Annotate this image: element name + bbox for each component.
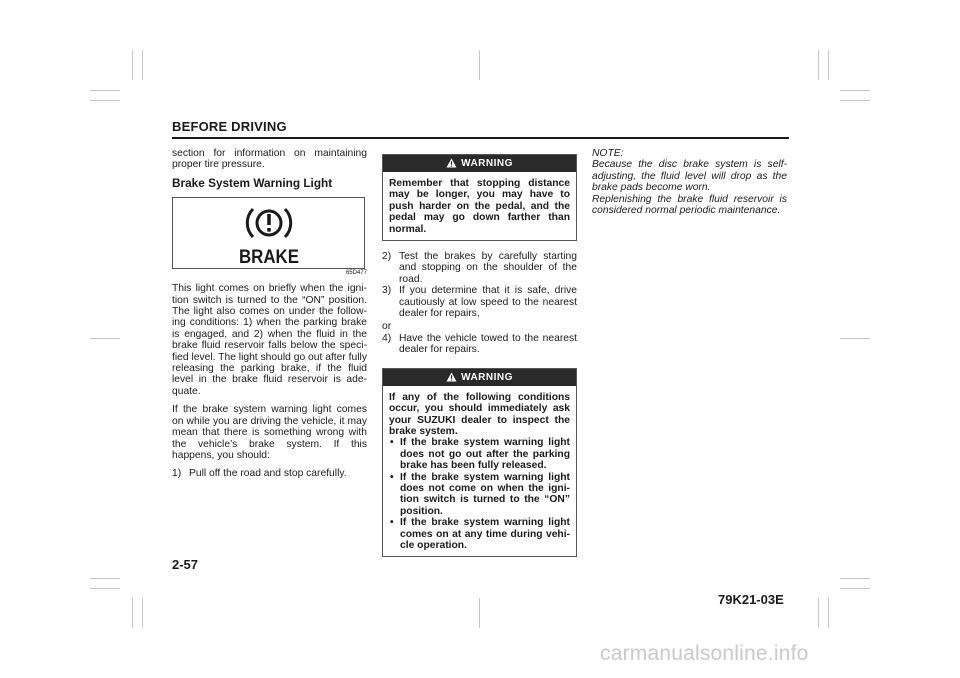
note-label: NOTE: xyxy=(592,148,624,159)
crop-mark xyxy=(132,50,133,80)
step-item xyxy=(382,285,577,319)
step-list xyxy=(382,333,577,356)
warning-label: WARNING xyxy=(461,371,513,383)
note-text: Replenishing the brake fluid reservoir is considered normal periodic maintenance. xyxy=(592,193,787,217)
crop-mark xyxy=(142,50,143,80)
warning-bullet: • If the brake system warning light does not come on when the igni-tion switch is turned to the “ON” position. xyxy=(389,472,570,518)
warning-header xyxy=(383,155,576,172)
crop-mark xyxy=(840,578,870,579)
body-paragraph: This light comes on briefly when the igni-tion switch is turned to the “ON” position. The light also comes on under the follow-ing conditions: 1) when the parking brake is engaged, and 2) when the fluid in the brake fluid reservoir falls below the speci-fied level. The light should go out after fully releasing the parking brake, if the fluid level in the brake fluid reservoir is ade-quate. xyxy=(172,283,367,397)
step-item xyxy=(382,251,577,285)
brake-label: BRAKE xyxy=(238,247,299,266)
crop-mark xyxy=(840,90,870,91)
watermark: carmanualsonline.info xyxy=(600,642,809,665)
note-text: Because the disc brake system is self-adjusting, the fluid level will drop as the brake pads become worn. xyxy=(592,159,787,194)
warning-label: WARNING xyxy=(461,158,513,169)
crop-mark xyxy=(840,100,870,101)
note-block xyxy=(592,148,787,216)
step-text: Pull off the road and stop carefully. xyxy=(189,468,347,480)
figure-code: 65D477 xyxy=(345,270,367,277)
step-number: 3) xyxy=(382,285,392,297)
warning-triangle-icon xyxy=(446,158,457,168)
document-code: 79K21-03E xyxy=(718,592,784,607)
crop-mark xyxy=(479,598,480,628)
crop-mark xyxy=(90,100,120,101)
or-connector: or xyxy=(382,321,392,333)
crop-mark xyxy=(818,50,819,80)
crop-mark xyxy=(142,598,143,628)
crop-mark xyxy=(840,338,870,339)
step-number: 2) xyxy=(382,251,392,263)
step-item xyxy=(382,333,577,356)
crop-mark xyxy=(90,588,120,589)
crop-mark xyxy=(479,50,480,80)
warning-box xyxy=(382,154,577,241)
step-number: 4) xyxy=(382,332,392,344)
step-list xyxy=(382,251,577,319)
section-heading: Brake System Warning Light xyxy=(172,175,333,190)
column-left xyxy=(172,148,367,482)
intro-text: section for information on maintaining proper tire pressure. xyxy=(172,148,367,171)
step-number: 1) xyxy=(172,468,182,480)
warning-text: Remember that stopping distance may be longer, you may have to push harder on the pedal, and the pedal may go down farther than normal. xyxy=(389,178,570,235)
crop-mark xyxy=(818,598,819,628)
crop-mark xyxy=(132,598,133,628)
warning-bullet: • If the brake system warning light comes on at any time during vehi-cle operation. xyxy=(389,517,570,551)
step-text: If you determine that it is safe, drive cautiously at low speed to the nearest dealer for repairs, xyxy=(399,285,577,320)
step-text: Test the brakes by carefully starting and stopping on the shoulder of the road. xyxy=(399,251,577,285)
step-list xyxy=(172,468,367,479)
crop-mark xyxy=(90,338,120,339)
body-paragraph: If the brake system warning light comes on while you are driving the vehicle, it may mean that there is something wrong with the vehicle’s brake system. If this happens, you should: xyxy=(172,404,367,461)
crop-mark xyxy=(828,598,829,628)
crop-mark xyxy=(90,90,120,91)
crop-mark xyxy=(828,50,829,80)
warning-bullet: • If the brake system warning light does not go out after the parking brake has been fully released. xyxy=(389,437,570,471)
crop-mark xyxy=(840,588,870,589)
header-rule xyxy=(172,137,789,139)
column-right xyxy=(592,148,787,216)
section-title: BEFORE DRIVING xyxy=(172,119,287,134)
warning-box xyxy=(382,368,577,558)
warning-content xyxy=(383,386,576,557)
warning-bullet-list xyxy=(389,437,570,551)
step-item xyxy=(172,468,367,479)
brake-light-illustration xyxy=(172,197,365,269)
warning-header xyxy=(383,369,576,386)
column-middle xyxy=(382,148,577,567)
step-text: Have the vehicle towed to the nearest dealer for repairs. xyxy=(399,332,577,356)
brake-warning-icon xyxy=(229,201,309,265)
warning-triangle-icon xyxy=(446,372,457,382)
page-number: 2-57 xyxy=(172,557,199,572)
warning-intro: If any of the following conditions occur, you should immediately ask your SUZUKI dealer to inspect the brake system. xyxy=(389,391,570,437)
crop-mark xyxy=(90,578,120,579)
